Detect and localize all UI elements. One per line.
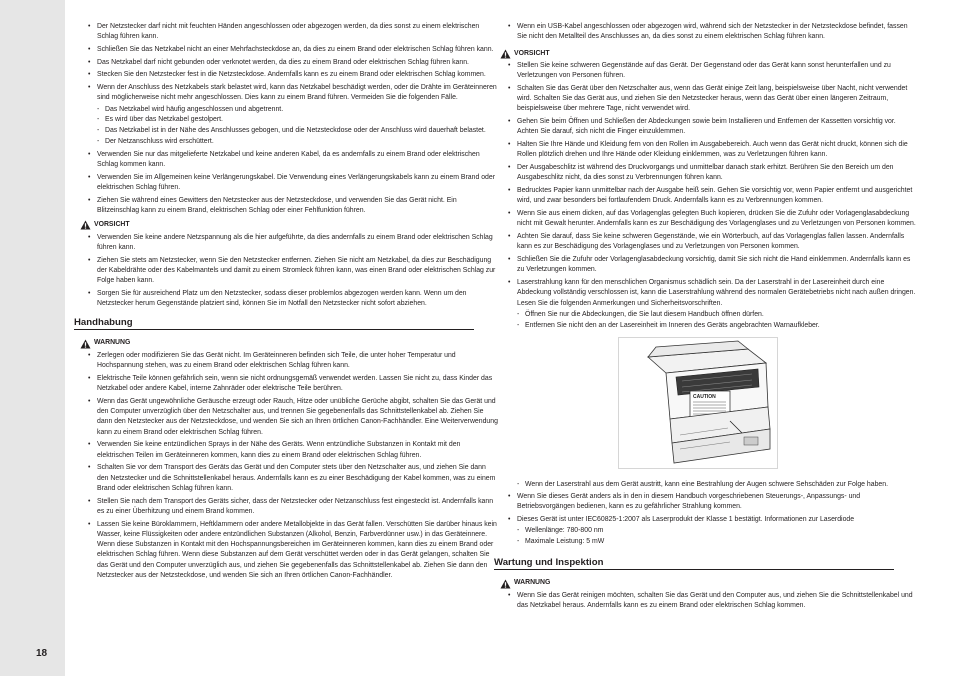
list-item <box>88 83 498 147</box>
dash-item: - Wellenlänge: 780-800 nm <box>517 526 918 536</box>
dash-item: - Das Netzkabel ist in der Nähe des Anschlusses gebogen, und die Netzsteckdose oder der Anschluss wird dauerhaft belastet. <box>97 126 498 136</box>
bullet-list <box>508 22 918 43</box>
list-item: • Bedrucktes Papier kann unmittelbar nach der Ausgabe heiß sein. Gehen Sie vorsichtig vor, wenn Papier entfernt und ausgerichtet wird, und zwar besonders bei fortlaufendem Druck. Andernfalls kann es zu Verbrennungen kommen. <box>508 186 918 207</box>
section-title: Wartung und Inspektion <box>494 557 894 570</box>
list-item: • Halten Sie Ihre Hände und Kleidung fern von den Rollen im Ausgabebereich. Auch wenn das Gerät nicht druckt, können sich die Rollen plötzlich drehen und Ihre Hände oder Kleidung einklemmen, was zu Verletzungen führen kann. <box>508 140 918 161</box>
dash-item: - Das Netzkabel wird häufig angeschlossen und abgetrennt. <box>97 105 498 115</box>
list-item: • Zerlegen oder modifizieren Sie das Gerät nicht. Im Geräteinneren befinden sich Teile, die unter hoher Temperatur und Hochspannung stehen, was zu einem Brand oder elektrischen Schlag führen kann. <box>88 351 498 372</box>
list-item: • Gehen Sie beim Öffnen und Schließen der Abdeckungen sowie beim Installieren und Entfernen der Kassetten vorsichtig vor. Achten Sie darauf, sich nicht die Finger einzuklemmen. <box>508 117 918 138</box>
dash-item: - Der Netzanschluss wird erschüttert. <box>97 137 498 147</box>
list-item: • Verwenden Sie nur das mitgelieferte Netzkabel und keine anderen Kabel, da es andernfalls zu einem Brand oder elektrischen Schlag kommen kann. <box>88 150 498 171</box>
dash-item: - Entfernen Sie nicht den an der Lasereinheit im Inneren des Geräts angebrachten Warnaufkleber. <box>517 321 918 331</box>
page-sidebar <box>0 0 65 676</box>
dash-list <box>97 105 498 148</box>
list-item: • Elektrische Teile können gefährlich sein, wenn sie nicht ordnungsgemäß verwendet werden. Lassen Sie nicht zu, dass Kinder das Netzkabel oder andere Kabel, interne Zahnräder oder elektrische Teile berühren. <box>88 374 498 395</box>
list-item: • Wenn ein USB-Kabel angeschlossen oder abgezogen wird, während sich der Netzstecker in der Netzsteckdose befindet, fassen Sie nicht den Metallteil des Anschlusses an, da dies sonst zu einem elektrischen Schlag führen kann. <box>508 22 918 43</box>
warning-triangle-icon <box>500 579 511 589</box>
list-item: • Schalten Sie vor dem Transport des Geräts das Gerät und den Computer stets über den Netzschalter aus, und ziehen Sie dann den Netzstecker und die Schnittstellenkabel heraus. Andernfalls kann es zu einer Beschädigung der Kabel kommen, was zu einem Brand oder elektrischen Schlag führen kann. <box>88 463 498 494</box>
warning-triangle-icon <box>500 49 511 59</box>
bullet-list <box>88 22 498 216</box>
printer-laser-label-illustration <box>618 337 778 469</box>
bullet-list <box>88 351 498 582</box>
list-item: • Wenn Sie dieses Gerät anders als in den in diesem Handbuch vorgeschriebenen Steuerungs-, Anpassungs- und Betriebsvorgängen bedienen, kann es zu gefährlicher Strahlung kommen. <box>508 492 918 513</box>
list-item: • Lassen Sie keine Büroklammern, Heftklammern oder andere Metallobjekte in das Gerät fallen. Verschütten Sie darüber hinaus kein Wasser, keine Flüssigkeiten oder andere entzündlichen Substanzen (Alkohol, Benzin, Farbverdünner usw.) in das Geräteinnere. Wenn diese Substanzen in Kontakt mit den Hochspannungsbereichen im Geräteinneren kommen, kann dies zu einem Brand oder elektrischen Schlag führen. Wenn diese Substanzen auf dem Gerät verschüttet werden oder in das Gerät gelangen, schalten Sie das Gerät und den Computer unverzüglich aus, und ziehen Sie gegebenenfalls das Schnittstellenkabel ab. Ziehen Sie dann den Netzstecker aus der Netzsteckdose, und wenden Sie sich an Ihren örtlichen Canon-Fachhändler. <box>88 520 498 582</box>
list-item: • Wenn Sie aus einem dicken, auf das Vorlagenglas gelegten Buch kopieren, drücken Sie die Zufuhr oder Vorlagenglasabdeckung nicht mit Gewalt herunter. Andernfalls kann es zur Beschädigung des Vorlagenglases und zu Verletzungen von Personen kommen. <box>508 209 918 230</box>
list-item: • Schließen Sie die Zufuhr oder Vorlagenglasabdeckung vorsichtig, damit Sie sich nicht die Hand einklemmen. Andernfalls kann es zu Verletzungen kommen. <box>508 255 918 276</box>
list-item <box>508 278 918 331</box>
list-item: • Der Netzstecker darf nicht mit feuchten Händen angeschlossen oder abgezogen werden, da dies sonst zu einem elektrischen Schlag führen kann. <box>88 22 498 43</box>
bullet-list <box>508 492 918 547</box>
list-item: • Verwenden Sie im Allgemeinen keine Verlängerungskabel. Die Verwendung eines Verlängerungskabels kann zu einem Brand oder elektrischen Schlag führen. <box>88 173 498 194</box>
vorsicht-label: VORSICHT <box>94 221 130 229</box>
warning-triangle-icon <box>80 220 91 230</box>
list-item: • Verwenden Sie keine entzündlichen Sprays in der Nähe des Geräts. Wenn entzündliche Substanzen in Kontakt mit den elektrischen Teilen im Geräteinneren kommen, kann dies zu einem Brand oder elektrischen Schlag führen. <box>88 440 498 461</box>
page-number: 18 <box>36 648 48 659</box>
warnung-heading <box>80 338 498 348</box>
warnung-heading <box>500 578 918 588</box>
dash-list <box>508 480 918 490</box>
dash-list <box>517 526 918 547</box>
list-item-text: Wenn der Anschluss des Netzkabels stark belastet wird, kann das Netzkabel beschädigt werden, oder die Drähte im Geräteinneren sind möglicherweise nicht mehr angeschlossen. Dies kann zu einem Brand führen. Vermeiden Sie die folgenden Fälle. <box>97 84 497 102</box>
dash-item: - Öffnen Sie nur die Abdeckungen, die Sie laut diesem Handbuch öffnen dürfen. <box>517 310 918 320</box>
dash-item: - Wenn der Laserstrahl aus dem Gerät austritt, kann eine Bestrahlung der Augen schwere Sehschäden zur Folge haben. <box>517 480 918 490</box>
list-item: • Stellen Sie keine schweren Gegenstände auf das Gerät. Der Gegenstand oder das Gerät kann sonst herunterfallen und zu Verletzungen von Personen führen. <box>508 61 918 82</box>
dash-list <box>517 310 918 331</box>
list-item: • Das Netzkabel darf nicht gebunden oder verknotet werden, da dies zu einem Brand oder elektrischen Schlag führen kann. <box>88 58 498 68</box>
list-item: • Achten Sie darauf, dass Sie keine schweren Gegenstände, wie ein Wörterbuch, auf das Vorlagenglas fallen lassen. Andernfalls kann es zur Beschädigung des Vorlagenglases und zu Verletzungen von Personen kommen. <box>508 232 918 253</box>
dash-item: - Maximale Leistung: 5 mW <box>517 537 918 547</box>
list-item: • Wenn das Gerät ungewöhnliche Geräusche erzeugt oder Rauch, Hitze oder unübliche Gerüche abgibt, schalten Sie das Gerät und den Computer unverzüglich über den Netzschalter aus, und trennen Sie gegebenenfalls das Schnittstellenkabel ab. Ziehen Sie dann den Netzstecker aus der Netzsteckdose, und wenden Sie sich an Ihren örtlichen Canon-Fachhändler. Eine Weiterverwendung kann zu einem Brand oder elektrischen Schlag führen. <box>88 397 498 438</box>
list-item: • Sorgen Sie für ausreichend Platz um den Netzstecker, sodass dieser problemlos abgezogen werden kann. Wenn um den Netzstecker herum Gegenstände platziert sind, können Sie im Notfall den Netzstecker nicht sofort abziehen. <box>88 289 498 310</box>
list-item: • Wenn Sie das Gerät reinigen möchten, schalten Sie das Gerät und den Computer aus, und ziehen Sie die Schnittstellenkabel und das Netzkabel heraus. Andernfalls kann es zu einem Brand oder elektrischen Schlag kommen. <box>508 591 918 612</box>
list-item: • Stecken Sie den Netzstecker fest in die Netzsteckdose. Andernfalls kann es zu einem Brand oder elektrischen Schlag kommen. <box>88 70 498 80</box>
list-item-text: Dieses Gerät ist unter IEC60825-1:2007 als Laserprodukt der Klasse 1 bestätigt. Informationen zur Laserdiode <box>517 516 855 523</box>
list-item <box>508 515 918 547</box>
right-column <box>494 22 918 614</box>
vorsicht-label: VORSICHT <box>514 49 550 57</box>
vorsicht-heading <box>80 220 498 230</box>
list-item: • Der Ausgabeschlitz ist während des Druckvorgangs und unmittelbar danach stark erhitzt. Berühren Sie den Bereich um den Ausgabeschlitz nicht, da dies sonst zu Verbrennungen führen kann. <box>508 163 918 184</box>
warning-triangle-icon <box>80 339 91 349</box>
section-title: Handhabung <box>74 317 474 330</box>
warnung-label: WARNUNG <box>94 339 131 347</box>
bullet-list <box>508 61 918 331</box>
list-item: • Schalten Sie das Gerät über den Netzschalter aus, wenn das Gerät einige Zeit lang, beispielsweise über Nacht, nicht verwendet wird. Schalten Sie das Gerät aus, und ziehen Sie den Netzstecker heraus, wenn das Gerät über einen längeren Zeitraum, beispielsweise über mehrere Tage, nicht verwendet wird. <box>508 84 918 115</box>
list-item: • Ziehen Sie während eines Gewitters den Netzstecker aus der Netzsteckdose, und verwenden Sie das Gerät nicht. Ein Blitzeinschlag kann zu einem Brand, elektrischen Schlag oder einer Fehlfunktion führen. <box>88 196 498 217</box>
list-item: • Verwenden Sie keine andere Netzspannung als die hier aufgeführte, da dies andernfalls zu einem Brand oder elektrischen Schlag führen kann. <box>88 233 498 254</box>
bullet-list <box>88 233 498 310</box>
list-item-text: Laserstrahlung kann für den menschlichen Organismus schädlich sein. Da der Laserstrahl in der Lasereinheit durch eine Abdeckung vollständig verschlossen ist, kann die Laserstrahlung während des normalen Gerätebetriebs nicht nach außen dringen. Lesen Sie die folgenden Anmerkungen und Sicherheitsvorschriften. <box>517 279 916 307</box>
dash-item: - Es wird über das Netzkabel gestolpert. <box>97 115 498 125</box>
vorsicht-heading <box>500 49 918 59</box>
list-item: • Stellen Sie nach dem Transport des Geräts sicher, dass der Netzstecker oder Netzanschluss fest eingesteckt ist. Andernfalls kann es zu einer Überhitzung und einem Brand kommen. <box>88 497 498 518</box>
left-column <box>74 22 498 584</box>
warnung-label: WARNUNG <box>514 579 551 587</box>
list-item: • Schließen Sie das Netzkabel nicht an einer Mehrfachsteckdose an, da dies zu einem Brand oder elektrischen Schlag führen kann. <box>88 45 498 55</box>
label-caution-text: CAUTION <box>693 394 716 401</box>
list-item: • Ziehen Sie stets am Netzstecker, wenn Sie den Netzstecker entfernen. Ziehen Sie nicht am Netzkabel, da dies zur Beschädigung der Kabeldrähte oder des Kabelmantels und damit zu einem Stromleck führen kann, was einen Brand oder elektrischen Schlag zur Folge haben kann. <box>88 256 498 287</box>
bullet-list <box>508 591 918 612</box>
